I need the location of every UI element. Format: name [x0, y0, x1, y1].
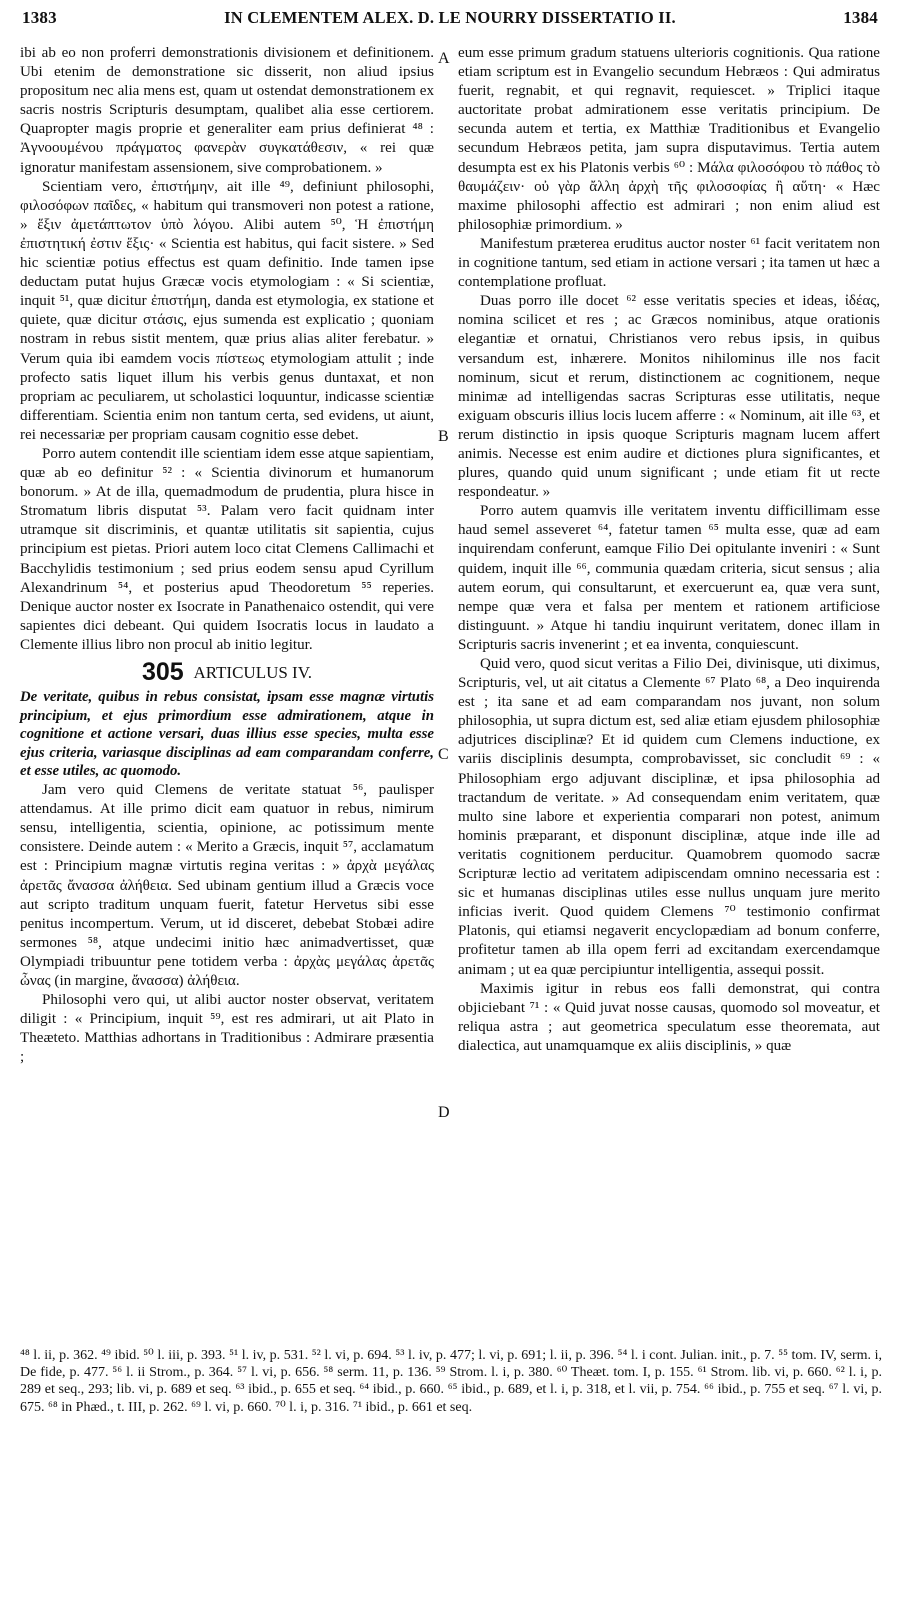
- paragraph: ibi ab eo non proferri demonstrationis divisionem et definitionem. Ubi etenim de demonstratione sic disserit, non aliud ipsius propositum nec alia mens est, quam ut ostendat demonstrationem ex sacris nostris Scripturis desumptam, qualibet alia esse certiorem. Quapropter magis proprie et generaliter eam prius definierat ⁴⁸ : Ἀγνοουμένου πράγματος φανερὰν συγκατάθεσιν, « rei quæ ignoratur manifestam assensionem, sive comprobationem. »: [20, 45, 434, 176]
- article-label: ARTICULUS IV.: [193, 663, 313, 682]
- article-summary: De veritate, quibus in rebus consistat, ipsam esse magnæ virtutis principium, et ejus primordium esse admirationem, atque in cognitione et actione versari, duas illius esse species, multa esse ejus criteria, variasque disciplinas ad eam comparandam conferre, et esse utiles, ac quomodo.: [20, 689, 434, 780]
- paragraph: Porro autem contendit ille scientiam idem esse atque sapientiam, quæ ab eo definitur ⁵² : « Scientia divinorum et humanorum bonorum. » At de illa, quemadmodum de prudentia, plura hisce in Stromatum libris disputat ⁵³. Palam vero facit quidnam inter utramque sit discriminis, et quantæ utilitatis sit sapientia, cujus principium est pietas. Priori autem loco citat Clemens Callimachi et Bacchylidis testimonium ; sed prius eodem sensu apud Cyrillum Alexandrinum ⁵⁴, et posterius apud Theodoretum ⁵⁵ reperies. Denique auctor noster ex Isocrate in Panathenaico ostendit, qui vere sapientes dici debeant. Qui quidem Isocratis locus in laudato a Clemente illius libro non procul ab initio legitur.: [20, 445, 434, 653]
- paragraph: Quid vero, quod sicut veritas a Filio Dei, divinisque, uti diximus, Scripturis, vel, ut ait citatus a Clemente ⁶⁷ Plato ⁶⁸, a Deo inquirenda est ; ita sane et ad eam comparandam nos juvant, non solum philosophia, ut supra dictum est, sed aliæ etiam ejusdem philosophiæ adjutrices disciplinæ? Et id quidem cum Clemens inductione, ex variis disciplinis desumpta, comprobavisset, sic concludit ⁶⁹ : « Philosophiam ergo adjuvant disciplinæ, et ipsa philosophia ad tractandum de veritate. » Ad consequendam enim veritatem, quæ multo sine labore et experientia comparari non potest, animum hominis præparant, et disponunt disciplinæ, atque inde ille ad veritatis cognitionem perducitur. Quamobrem quomodo sacræ Scripturæ lectio ad veritatem adipiscendam omnino necessaria est : sic et humanas disciplinas utiles esse nullus unquam jure merito inficias iverit. Quod quidem Clemens ⁷⁰ testimonio confirmat Platonis, qui etiamsi negaverit encyclopædiam ad bonum conferre, profitetur tamen ab illa opem ferri ad excitandam exercendamque animam ; ut ea quæ percipiuntur intelligentia, assequi possit.: [458, 656, 880, 978]
- page-number-left: 1383: [22, 8, 57, 27]
- paragraph: Jam vero quid Clemens de veritate statuat ⁵⁶, paulisper attendamus. At ille primo dicit eam quatuor in rebus, nimirum sensu, intelligentia, scientia, opinione, ac potissimum mente consistere. Deinde autem : « Merito a Græcis, inquit ⁵⁷, acclamatum est : Principium magnæ virtutis regina veritas : » ἀρχὰ μεγάλας ἀρετᾶς ἄνασσα ἀλήθεια. Sed ubinam gentium illud a Græcis voce aut scripto traditum unquam fuerit, fatetur Hervetus sibi esse penitus incompertum. Verum, ut id disceret, debebat Stobæi adire sermones ⁵⁸, atque undecimi initio hæc animadvertisset, quæ Olympiadi tribuuntur pene totidem verba : ἀρχὰς μεγάλας ἀρετᾶς ὦνας (in margine, ἄνασσα) ἀλήθεια.: [20, 782, 434, 989]
- article-number: 305: [141, 658, 184, 686]
- footnotes: ⁴⁸ l. ii, p. 362. ⁴⁹ ibid. ⁵⁰ l. iii, p. 393. ⁵¹ l. iv, p. 531. ⁵² l. vi, p. 694. ⁵³ l. iv, p. 477; l. vi, p. 691; l. ii, p. 396. ⁵⁴ l. i cont. Julian. init., p. 7. ⁵⁵ tom. IV, serm. i, De fide, p. 477. ⁵⁶ l. ii Strom., p. 364. ⁵⁷ l. vi, p. 656. ⁵⁸ serm. 11, p. 136. ⁵⁹ Strom. l. i, p. 380. ⁶⁰ Theæt. tom. I, p. 155. ⁶¹ Strom. lib. vi, p. 660. ⁶² l. i, p. 289 et seq., 293; lib. vi, p. 689 et seq. ⁶³ ibid., p. 655 et seq. ⁶⁴ ibid., p. 660. ⁶⁵ ibid., p. 689, et l. i, p. 318, et l. vii, p. 754. ⁶⁶ ibid., p. 755 et seq. ⁶⁷ l. vi, p. 675. ⁶⁸ in Phæd., t. III, p. 262. ⁶⁹ l. vi, p. 660. ⁷⁰ l. i, p. 316. ⁷¹ ibid., p. 661 et seq.: [20, 1348, 882, 1415]
- paragraph: Maximis igitur in rebus eos falli demonstrat, qui contra objiciebant ⁷¹ : « Quid juvat nosse causas, quomodo sol moveatur, et reliqua astra ; aut geometrica speculatum esse theoremata, aut dialectica, aut unamquamque ex aliis disciplinis, » quæ: [458, 980, 880, 1054]
- paragraph: Porro autem quamvis ille veritatem inventu difficillimam esse haud semel asseveret ⁶⁴, fatetur tamen ⁶⁵ multa esse, quæ ad eam inquirendam conferunt, eamque Filio Dei opitulante inveniri : « Sunt quidem, inquit ille ⁶⁶, communia quædam criteria, sicut sensus ; alia autem eorum, qui consultarunt, et exercuerunt ea, quæ vera sunt, nempe quæ vera et falsa per mentem et rationem artificiose distinguunt. » Atque hi tandiu inquirunt veritatem, donec illam in Scripturis sacris invenerint ; et ea inventa, conquiescunt.: [458, 503, 880, 653]
- paragraph: eum esse primum gradum statuens ulterioris cognitionis. Qua ratione etiam scriptum est in Evangelio secundum Hebræos : Qui admiratus fuerit, regnabit, et qui regnavit, requiescet. » Triplici itaque auctoritate probat admirationem esse veritatis principium. De secunda autem et tertia, ex Matthiæ Traditionibus et Evangelio secundum Hebræos petita, jam supra disputavimus. Tertia autem desumpta est ex his Platonis verbis ⁶⁰ : Μάλα φιλοσόφου τὸ πάθος τὸ θαυμάζειν· οὐ γὰρ ἄλλη ἀρχὴ τῆς φιλοσοφίας ἢ αὕτη· « Hæc maxime philosophi affectio est admirari ; non enim aliud est philosophiæ primordium. »: [458, 45, 880, 233]
- margin-letter-c: C: [438, 746, 449, 763]
- left-column: [20, 44, 434, 1067]
- margin-letter-a: A: [438, 50, 450, 67]
- running-title: IN CLEMENTEM ALEX. D. LE NOURRY DISSERTATIO II.: [224, 8, 676, 27]
- paragraph: Manifestum præterea eruditus auctor noster ⁶¹ facit veritatem non in cognitione tantum, sed etiam in actione versari ; ita tamen ut hæc a contemplatione profluat.: [458, 235, 880, 291]
- paragraph: Duas porro ille docet ⁶² esse veritatis species et ideas, ἰδέας, nomina scilicet et res ; ac Græcos nominibus, atque orationis elegantiæ et ornatui, Christianos vero rebus ipsis, in quibus versandum est, inhærere. Monitos nihilominus ille nos facit nominum, sicut et rerum, distinctionem ac cognitionem, neque minimæ ad intelligendas sacras Scripturas esse utilitatis, neque exiguam obscuris illius locis lucem afferre : « Nominum, ait ille ⁶³, et rerum distinctio in ipsis quoque Scripturis magnam lucem affert animis. Necesse est enim audire et dictiones plura significantes, et plures, quando quid unum significant ; unde etiam fit ut recte respondeatur. »: [458, 293, 880, 501]
- article-heading: [20, 658, 434, 686]
- margin-letter-b: B: [438, 428, 449, 445]
- paragraph: Scientiam vero, ἐπιστήμην, ait ille ⁴⁹, definiunt philosophi, φιλοσόφων παῖδες, « habitum qui transmoveri non potest a ratione, » ἕξιν ἀμετάπτωτον ὑπὸ λόγου. Alibi autem ⁵⁰, Ἡ ἐπιστήμη ἐπιστητική ἐστιν ἕξις· « Scientia est habitus, qui facit sistere. » Sed hic scientiæ potius effectus est quam definitio. Inde tamen ipse deductam putat hujus Græcæ vocis etymologiam : « Si scientiæ, inquit ⁵¹, quæ dicitur ἐπιστήμη, danda est etymologia, ex statione et quiete, quæ dicitur στάσις, ejus sumenda est explicatio ; quoniam nostram in rebus sistit mentem, quæ prius alias aliter ferebatur. » Verum quia ibi eamdem vocis πίστεως etymologiam attulit ; inde profecto satis liquet illum his verbis genus duntaxat, et non propriam ac peculiarem, ut scholastici loquuntur, indicasse scientiæ differentiam. Scientia enim non tantum certa, sed evidens, ut aiunt, rei necessariæ per propriam causam cognitio esse debet.: [20, 178, 434, 443]
- running-header: [0, 8, 900, 36]
- paragraph: Philosophi vero qui, ut alibi auctor noster observat, veritatem diligit : « Principium, inquit ⁵⁹, est res admirari, ut ait Plato in Theæteto. Matthias adhortans in Traditionibus : Admirare præsentia ;: [20, 992, 434, 1066]
- right-column: [458, 44, 880, 1056]
- margin-letter-d: D: [438, 1104, 450, 1121]
- page-number-right: 1384: [843, 8, 878, 27]
